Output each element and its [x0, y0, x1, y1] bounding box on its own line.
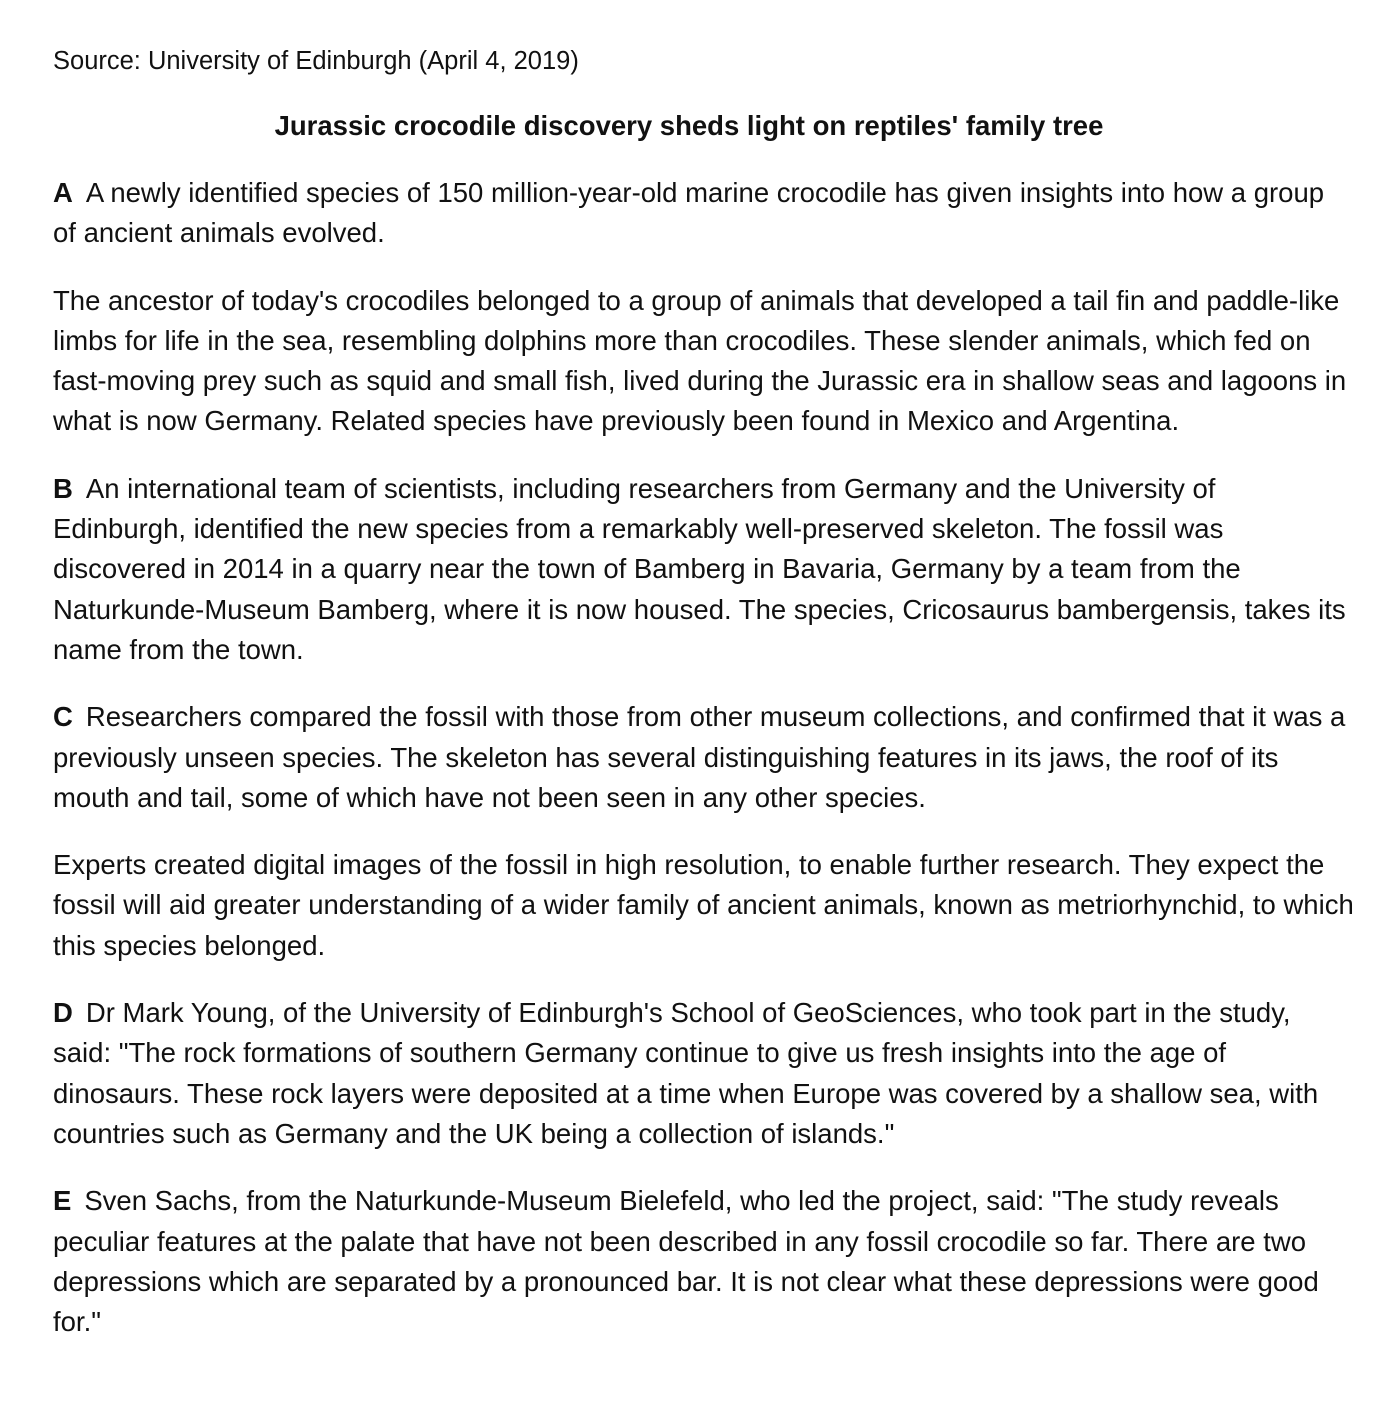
paragraph-text: Sven Sachs, from the Naturkunde-Museum Bielefeld, who led the project, said: "The study reveals peculiar features at the palate that have not been described in any fossil crocodile so far. There are two depressions which are separated by a pronounced bar. It is not clear what these depressions were good for." [53, 1185, 1319, 1338]
source-line: Source: University of Edinburgh (April 4, 2019) [53, 47, 579, 75]
paragraph-e [53, 1181, 1354, 1342]
paragraph-text: Experts created digital images of the fossil in high resolution, to enable further research. They expect the fossil will aid greater understanding of a wider family of ancient animals, known as metriorhynchid, to which this species belonged. [53, 849, 1354, 961]
paragraph-b [53, 469, 1354, 670]
article-title: Jurassic crocodile discovery sheds light on reptiles' family tree [274, 110, 1104, 141]
paragraph-c [53, 697, 1354, 818]
paragraph-d [53, 993, 1354, 1154]
paragraph-text: Researchers compared the fossil with those from other museum collections, and confirmed that it was a previously unseen species. The skeleton has several distinguishing features in its jaws, the roof of its mouth and tail, some of which have not been seen in any other species. [53, 701, 1346, 813]
paragraph-letter: E [53, 1185, 72, 1217]
paragraph-text: The ancestor of today's crocodiles belonged to a group of animals that developed a tail fin and paddle-like limbs for life in the sea, resembling dolphins more than crocodiles. These slender animals, which fed on fast-moving prey such as squid and small fish, lived during the Jurassic era in shallow seas and lagoons in what is now Germany. Related species have previously been found in Mexico and Argentina. [53, 284, 1347, 437]
paragraph-letter: C [53, 701, 73, 733]
paragraph-letter: D [53, 997, 73, 1029]
paragraph-letter: B [53, 472, 73, 504]
paragraph-letter: A [53, 177, 73, 208]
paragraph-a-continued [53, 281, 1354, 442]
paragraph-c-continued [53, 845, 1354, 966]
paragraph-a [53, 173, 1354, 254]
paragraph-text: Dr Mark Young, of the University of Edinburgh's School of GeoSciences, who took part in the study, said: "The rock formations of southern Germany continue to give us fresh insights into the age of dinosaurs. These rock layers were deposited at a time when Europe was covered by a shallow sea, with countries such as Germany and the UK being a collection of islands." [53, 997, 1319, 1149]
paragraph-text: A newly identified species of 150 million-year-old marine crocodile has given insights into how a group of ancient animals evolved. [53, 177, 1325, 249]
paragraph-text: An international team of scientists, including researchers from Germany and the University of Edinburgh, identified the new species from a remarkably well-preserved skeleton. The fossil was discovered in 2014 in a quarry near the town of Bamberg in Bavaria, Germany by a team from the Naturkunde-Museum Bamberg, where it is now housed. The species, Cricosaurus bambergensis, takes its name from the town. [53, 472, 1346, 665]
